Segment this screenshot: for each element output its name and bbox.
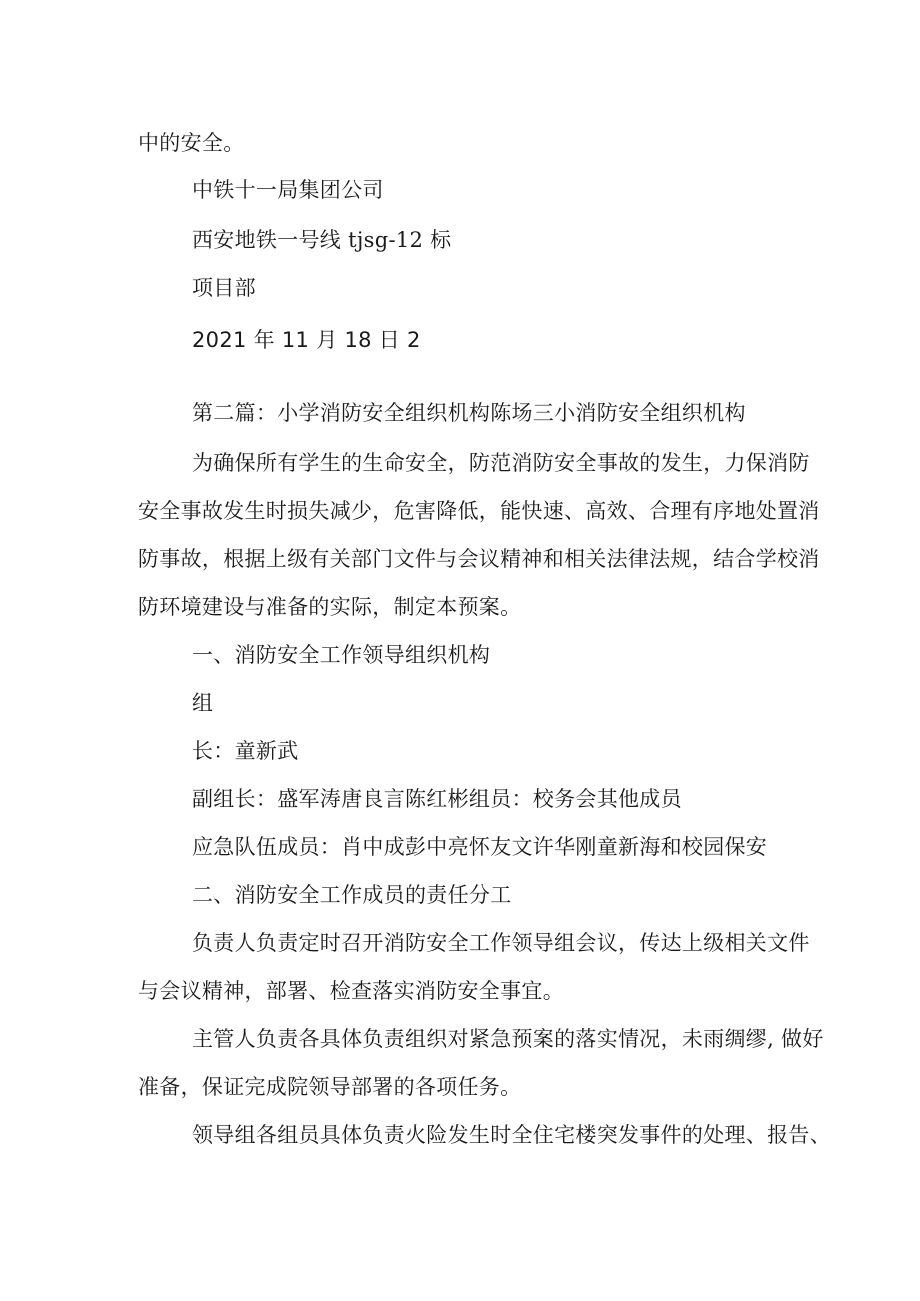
- heading-line: 二、消防安全工作成员的责任分工: [192, 883, 512, 907]
- paragraph-line: 防环境建设与准备的实际，制定本预案。: [138, 595, 522, 619]
- text-line: 组: [192, 691, 214, 715]
- section-title: 第二篇：小学消防安全组织机构陈场三小消防安全组织机构: [192, 401, 746, 425]
- text-line: 中的安全。: [138, 131, 245, 155]
- company-name: 中铁十一局集团公司: [192, 178, 384, 202]
- date-line: 2021 年 11 月 18 日 2: [192, 328, 421, 352]
- text-line: 长：童新武: [192, 739, 299, 763]
- text-line: 副组长：盛军涛唐良言陈红彬组员：校务会其他成员: [192, 787, 682, 811]
- paragraph-line: 领导组各组员具体负责火险发生时全住宅楼突发事件的处理、报告、: [192, 1123, 831, 1147]
- department-line: 项目部: [192, 276, 256, 300]
- paragraph-line: 为确保所有学生的生命安全，防范消防安全事故的发生，力保消防: [192, 451, 810, 475]
- paragraph-line: 与会议精神，部署、检查落实消防安全事宜。: [138, 979, 564, 1003]
- paragraph-line: 安全事故发生时损失减少，危害降低，能快速、高效、合理有序地处置消: [138, 499, 820, 523]
- paragraph-line: 负责人负责定时召开消防安全工作领导组会议，传达上级相关文件: [192, 931, 810, 955]
- project-line: 西安地铁一号线 tjsg-12 标: [192, 228, 452, 252]
- paragraph-line: 准备，保证完成院领导部署的各项任务。: [138, 1075, 522, 1099]
- text-line: 应急队伍成员：肖中成彭中亮怀友文许华刚童新海和校园保安: [192, 835, 768, 859]
- heading-line: 一、消防安全工作领导组织机构: [192, 643, 491, 667]
- paragraph-line: 主管人负责各具体负责组织对紧急预案的落实情况，未雨绸缪, 做好: [192, 1027, 824, 1051]
- paragraph-line: 防事故，根据上级有关部门文件与会议精神和相关法律法规，结合学校消: [138, 547, 820, 571]
